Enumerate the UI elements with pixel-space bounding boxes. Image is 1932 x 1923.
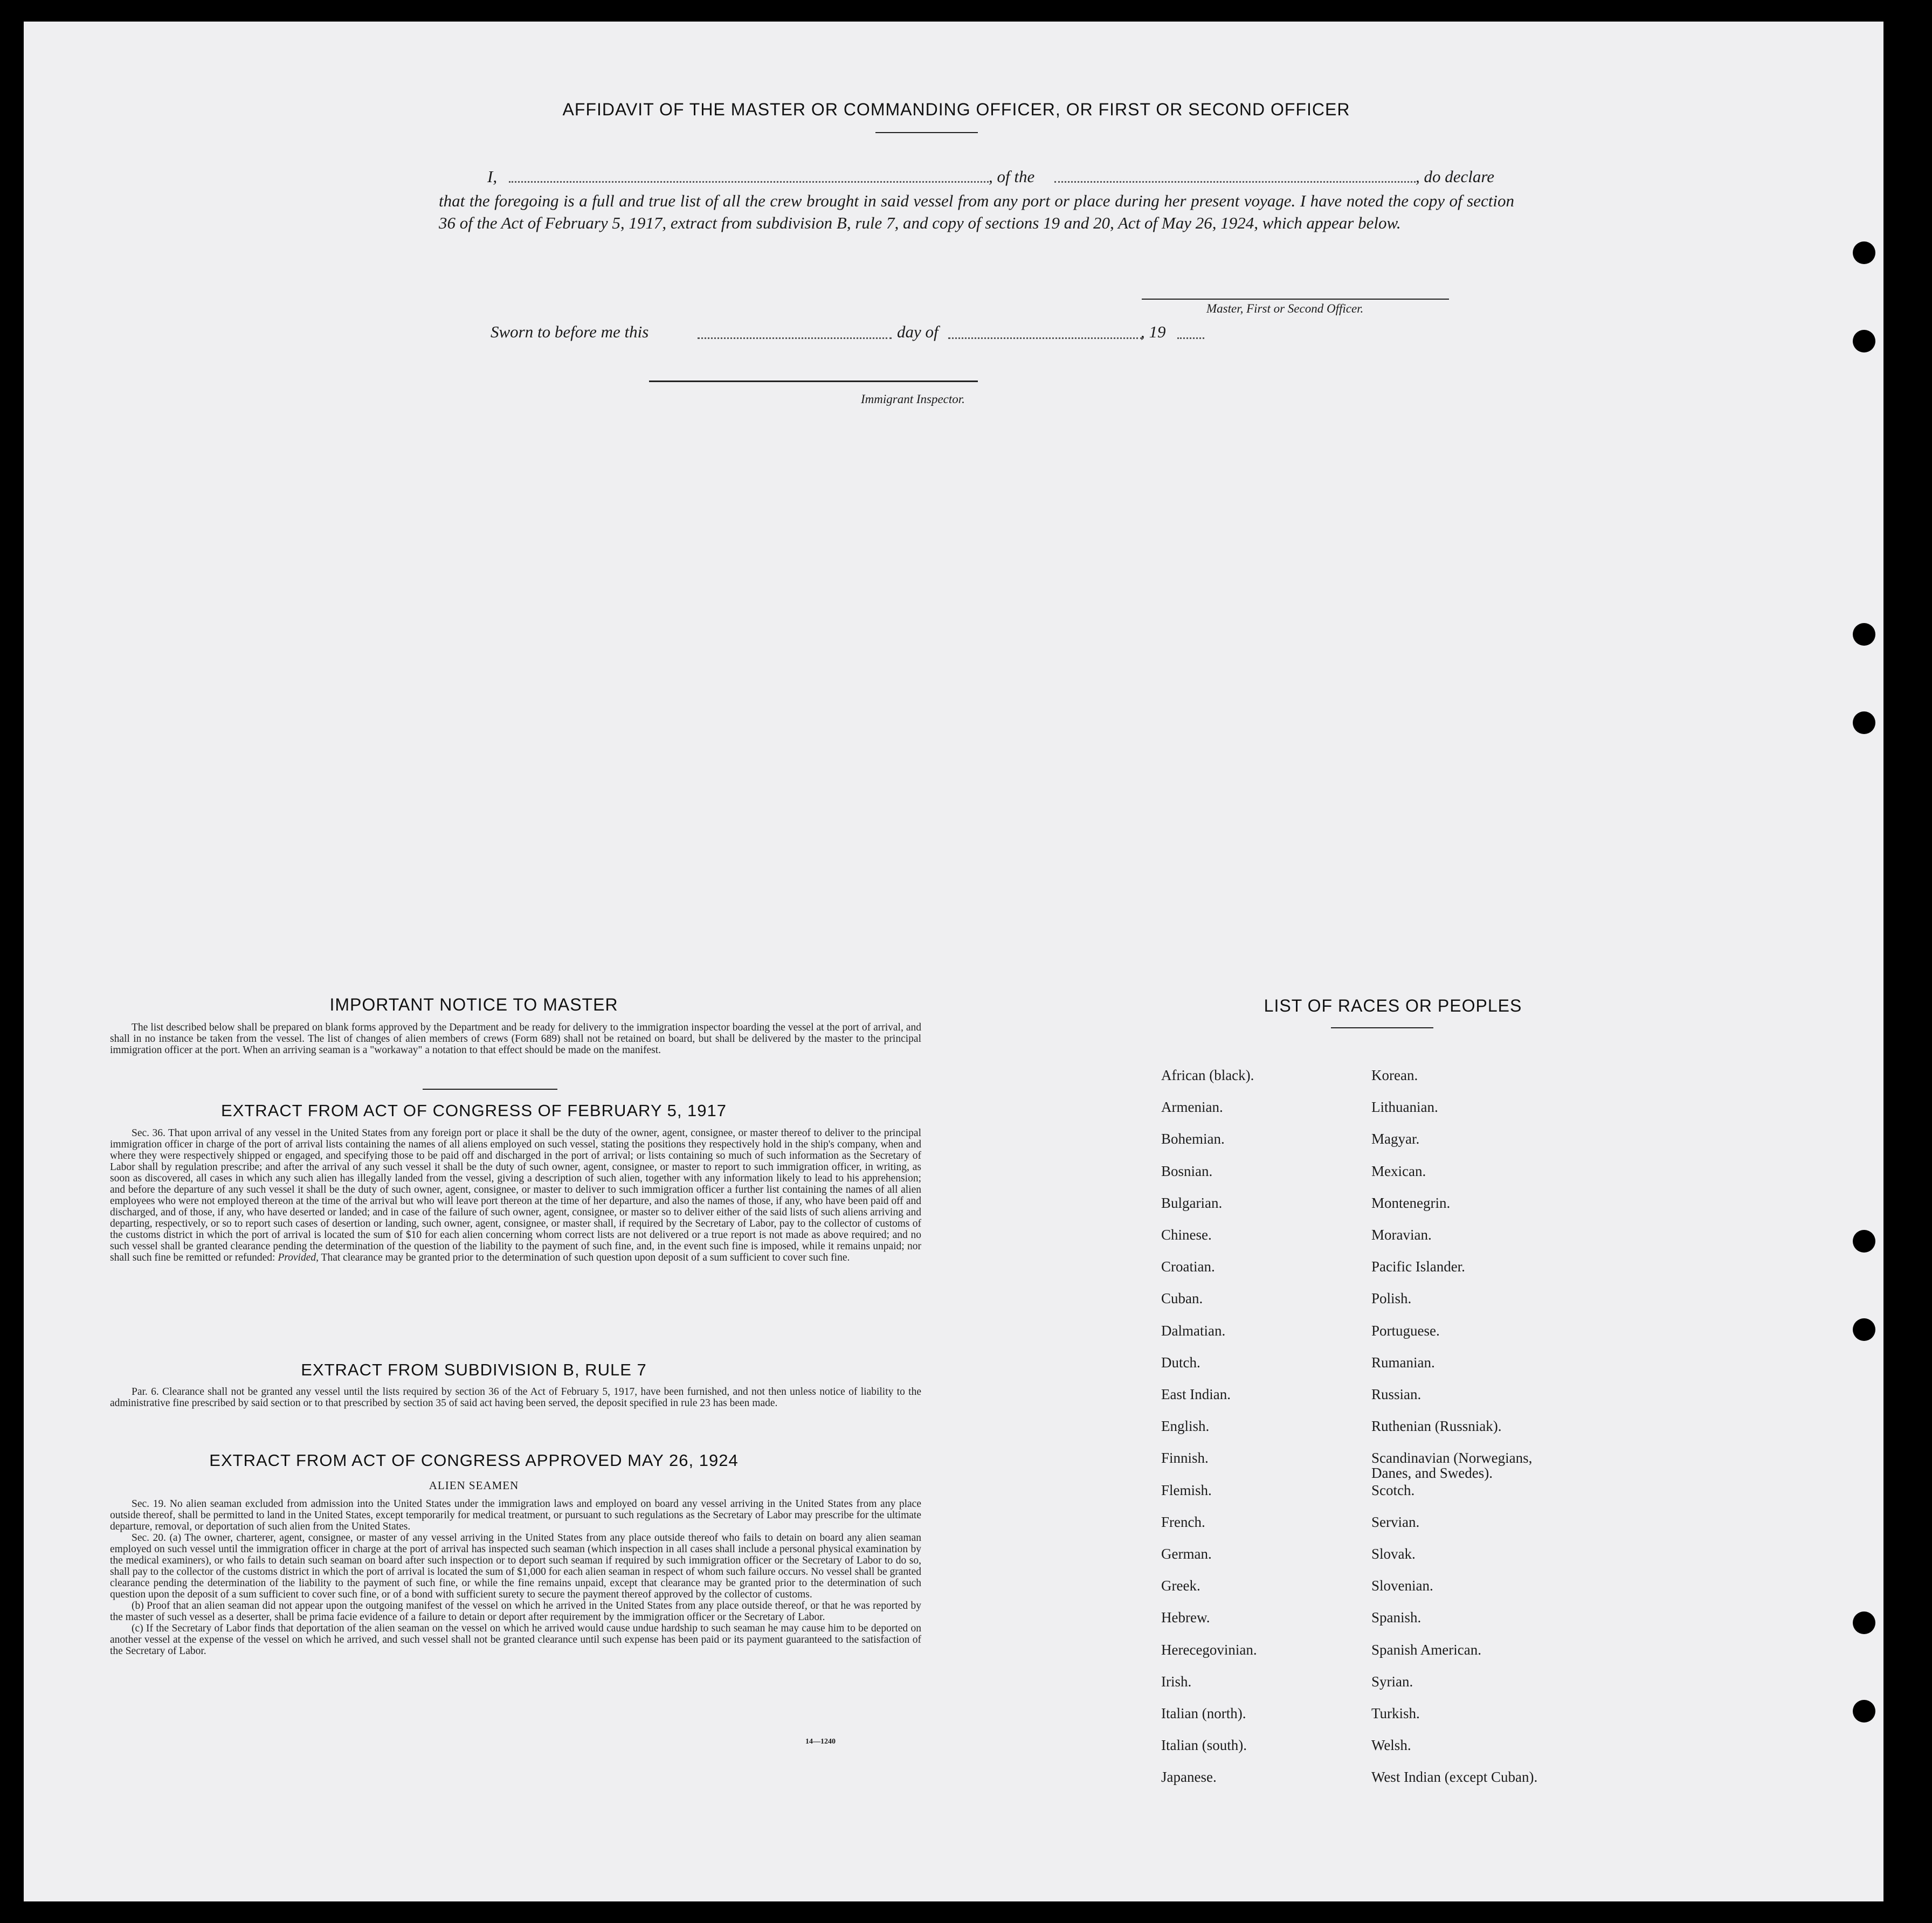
binder-hole xyxy=(1853,1318,1875,1341)
sworn-day-line[interactable] xyxy=(698,337,892,339)
race-item: Slovak. xyxy=(1371,1546,1416,1562)
race-item: Bulgarian. xyxy=(1161,1194,1223,1211)
race-item: Pacific Islander. xyxy=(1371,1258,1465,1275)
race-item: Bosnian. xyxy=(1161,1163,1213,1179)
sworn-label: Sworn to before me this xyxy=(491,322,649,341)
race-item: Welsh. xyxy=(1371,1737,1411,1754)
race-item: Scotch. xyxy=(1371,1482,1415,1498)
affidavit-title-rule xyxy=(875,132,978,133)
race-item: Irish. xyxy=(1161,1673,1192,1690)
rule-7-paragraph: Par. 6. Clearance shall not be granted any vessel until the lists required by section 36 of the Act of February 5, 1917, have been furnished, and not then unless notice of liability to the administrative fine prescribed by said section or to that prescribed by section 35 of said act having been served, the deposit specified in rule 23 has been made. xyxy=(110,1386,921,1409)
race-item-continuation: Danes, and Swedes). xyxy=(1371,1465,1493,1482)
section-20a-paragraph: Sec. 20. (a) The owner, charterer, agent, consignee, or master of any vessel arriving in the United States from any place outside thereof who fails to detain on board any alien seaman employed on such vessel until the immigration officer in charge at the port of arrival has inspected such seaman (which inspection in all cases shall include a personal physical examination by the medical examiners), or who fails to detain such seaman on board after such inspection or to deport such seaman if required by such immigration officer or the Secretary of Labor to do so, shall pay to the collector of the customs district in which the port of arrival is located the sum of $1,000 for each alien seaman in respect of whom such failure occurs. No vessel shall be granted clearance pending the determination of the liability to the payment of such fine, or while the fine remains unpaid, except that clearance may be granted prior to the determination of such question upon the deposit of a sum sufficient to cover such fine, or of a bond with sufficient surety to secure the payment thereof approved by the collector of customs. xyxy=(110,1532,921,1600)
notice-text xyxy=(110,1022,921,1056)
race-item: Bohemian. xyxy=(1161,1131,1225,1147)
extract-1917-text xyxy=(110,1127,921,1263)
race-item: Italian (south). xyxy=(1161,1737,1247,1754)
vessel-name-line[interactable] xyxy=(1054,181,1416,183)
extract-1917-title: EXTRACT FROM ACT OF CONGRESS OF FEBRUARY 5, 1917 xyxy=(220,1101,727,1120)
race-item: Chinese. xyxy=(1161,1227,1212,1243)
race-item: Croatian. xyxy=(1161,1258,1215,1275)
race-item: West Indian (except Cuban). xyxy=(1371,1769,1538,1786)
do-declare-label: , do declare xyxy=(1416,167,1495,186)
race-item: Magyar. xyxy=(1371,1131,1420,1147)
race-item: Spanish. xyxy=(1371,1609,1422,1626)
race-item: Polish. xyxy=(1371,1290,1412,1307)
inspector-caption: Immigrant Inspector. xyxy=(861,392,965,406)
race-item: Herecegovinian. xyxy=(1161,1641,1257,1658)
binder-hole xyxy=(1853,241,1875,264)
master-signature-line[interactable] xyxy=(1142,299,1449,300)
section-20c-paragraph: (c) If the Secretary of Labor finds that deportation of the alien seaman on the vessel on which he arrived would cause undue hardship to such seaman he may cause him to be deported on another vessel at the expense of the vessel on which he arrived, and such vessel shall not be granted clearance until such expense has been paid or its payment guaranteed to the satisfaction of the Secretary of Labor. xyxy=(110,1623,921,1657)
race-item: Portuguese. xyxy=(1371,1322,1440,1339)
binder-hole xyxy=(1853,711,1875,734)
section-36-body: Sec. 36. That upon arrival of any vessel in the United States from any foreign port or place it shall be the duty of the owner, agent, consignee, or master thereof to deliver to the principal immigration officer in charge of the port of arrival lists containing the names of all aliens employed on such vessel, stating the positions they respectively hold in the ship's company, when and where they were respectively shipped or engaged, and specifying those to be paid off and discharged in the port of arrival; or lists containing so much of such information as the Secretary of Labor shall by regulation prescribe; and after the arrival of any such vessel it shall be the duty of such owner, agent, consignee, or master to report to such immigration officer, in writing, as soon as discovered, all cases in which any such alien has illegally landed from the vessel, giving a description of such alien, together with any information likely to lead to his apprehension; and before the departure of any such vessel it shall be the duty of such owner, agent, consignee, or master to deliver to such immigration officer a further list containing the names of all alien employees who were not employed thereon at the time of the arrival but who will leave port thereon at the time of her departure, and also the names of those, if any, who have been paid off and discharged, and of those, if any, who have deserted or landed; and in case of the failure of such owner, agent, consignee, or master so to deliver either of the said lists of such aliens arriving and departing, respectively, or so to report such cases of desertion or landing, such owner, agent, consignee, or master shall, if required by the Secretary of Labor, pay to the collector of customs of the customs district in which the port of arrival is located the sum of $10 for each alien concerning whom correct lists are not delivered or a true report is not made as above required; and no such vessel shall be granted clearance pending the determination of the question of the liability to the payment of such fine, and, in the event such fine is imposed, while it remains unpaid; nor shall such fine be remitted or refunded: xyxy=(110,1127,921,1263)
race-item: Finnish. xyxy=(1161,1450,1209,1467)
race-item: Ruthenian (Russniak). xyxy=(1371,1418,1502,1435)
race-item: English. xyxy=(1161,1418,1210,1435)
race-item: African (black). xyxy=(1161,1067,1254,1083)
binder-hole xyxy=(1853,330,1875,352)
race-item: Flemish. xyxy=(1161,1482,1212,1498)
form-number: 14—1240 xyxy=(805,1738,836,1746)
races-title-rule xyxy=(1331,1027,1433,1028)
proviso-word: Provided, xyxy=(278,1252,319,1263)
section-19-paragraph: Sec. 19. No alien seaman excluded from admission into the United States under the immigration laws and employed on board any vessel arriving in the United States from any place outside thereof, shall be permitted to land in the United States, except temporarily for medical treatment, or pursuant to such regulations as the Secretary of Labor may prescribe for the ultimate departure, removal, or deportation of such alien from the United States. xyxy=(110,1498,921,1532)
race-item: Moravian. xyxy=(1371,1227,1432,1243)
rule-7-title: EXTRACT FROM SUBDIVISION B, RULE 7 xyxy=(301,1360,647,1379)
race-item: Armenian. xyxy=(1161,1099,1223,1116)
alien-seamen-subtitle: ALIEN SEAMEN xyxy=(429,1479,519,1492)
race-item: Dutch. xyxy=(1161,1354,1200,1371)
race-item: Cuban. xyxy=(1161,1290,1203,1307)
race-item: Mexican. xyxy=(1371,1163,1426,1179)
race-item: German. xyxy=(1161,1546,1212,1562)
declarant-label: I, xyxy=(487,167,498,186)
races-title: LIST OF RACES OR PEOPLES xyxy=(1264,996,1522,1015)
notice-title: IMPORTANT NOTICE TO MASTER xyxy=(329,995,618,1014)
section-20b-paragraph: (b) Proof that an alien seaman did not appear upon the outgoing manifest of the vessel on which he arrived in the United States from any place outside thereof, or that he was reported by the master of such vessel as a deserter, shall be prima facie evidence of a failure to detain or deport after requirement by the immigration officer or the Secretary of Labor. xyxy=(110,1600,921,1623)
binder-hole xyxy=(1853,623,1875,646)
race-item: Syrian. xyxy=(1371,1673,1413,1690)
notice-paragraph: The list described below shall be prepared on blank forms approved by the Department and be ready for delivery to the immigration inspector boarding the vessel at the port of arrival, and shall in no instance be taken from the vessel. The list of changes of alien members of crews (Form 689) shall not be retained on board, but shall be delivered by the master to the principal immigration officer at the port. When an arriving seaman is a "workaway" a notation to that effect should be made on the manifest. xyxy=(110,1022,921,1056)
section-36-paragraph xyxy=(110,1127,921,1263)
declarant-name-line[interactable] xyxy=(509,181,989,183)
notice-divider xyxy=(423,1089,557,1090)
sworn-month-line[interactable] xyxy=(948,337,1142,339)
sworn-year-line[interactable] xyxy=(1177,337,1204,339)
year-prefix: , 19 xyxy=(1141,322,1166,341)
day-of-label: day of xyxy=(897,322,939,341)
race-item: Rumanian. xyxy=(1371,1354,1435,1371)
race-item: Turkish. xyxy=(1371,1705,1420,1721)
binder-hole xyxy=(1853,1611,1875,1634)
form-page xyxy=(24,22,1883,1901)
rule-7-text xyxy=(110,1386,921,1409)
race-item: Montenegrin. xyxy=(1371,1194,1451,1211)
race-item: Scandinavian (Norwegians, xyxy=(1371,1450,1533,1467)
race-item: French. xyxy=(1161,1513,1205,1530)
binder-hole xyxy=(1853,1700,1875,1723)
race-item: Korean. xyxy=(1371,1067,1418,1083)
race-item: Slovenian. xyxy=(1371,1578,1433,1594)
race-item: Greek. xyxy=(1161,1578,1200,1594)
race-item: Spanish American. xyxy=(1371,1641,1481,1658)
extract-1924-title: EXTRACT FROM ACT OF CONGRESS APPROVED MAY 26, 1924 xyxy=(209,1451,739,1470)
master-signature-caption: Master, First or Second Officer. xyxy=(1206,302,1364,315)
section-36-end: That clearance may be granted prior to the determination of such question upon deposit of a sum sufficient to cover such fine. xyxy=(321,1252,850,1263)
extract-1924-text xyxy=(110,1498,921,1657)
race-item: Japanese. xyxy=(1161,1769,1217,1786)
binder-hole xyxy=(1853,1230,1875,1253)
race-item: Dalmatian. xyxy=(1161,1322,1226,1339)
race-item: Italian (north). xyxy=(1161,1705,1246,1721)
race-item: Hebrew. xyxy=(1161,1609,1210,1626)
race-item: East Indian. xyxy=(1161,1386,1231,1402)
affidavit-body: that the foregoing is a full and true list of all the crew brought in said vessel from any port or place during her present voyage. I have noted the copy of section 36 of the Act of February 5, 1917, extract from subdivision B, rule 7, and copy of sections 19 and 20, Act of May 26, 1924, which appear below. xyxy=(439,191,1514,232)
race-item: Lithuanian. xyxy=(1371,1099,1438,1116)
affidavit-title: AFFIDAVIT OF THE MASTER OR COMMANDING OFFICER, OR FIRST OR SECOND OFFICER xyxy=(562,100,1350,119)
of-the-label: , of the xyxy=(989,167,1035,186)
inspector-signature-line[interactable] xyxy=(649,381,978,382)
race-item: Russian. xyxy=(1371,1386,1422,1402)
race-item: Servian. xyxy=(1371,1513,1420,1530)
